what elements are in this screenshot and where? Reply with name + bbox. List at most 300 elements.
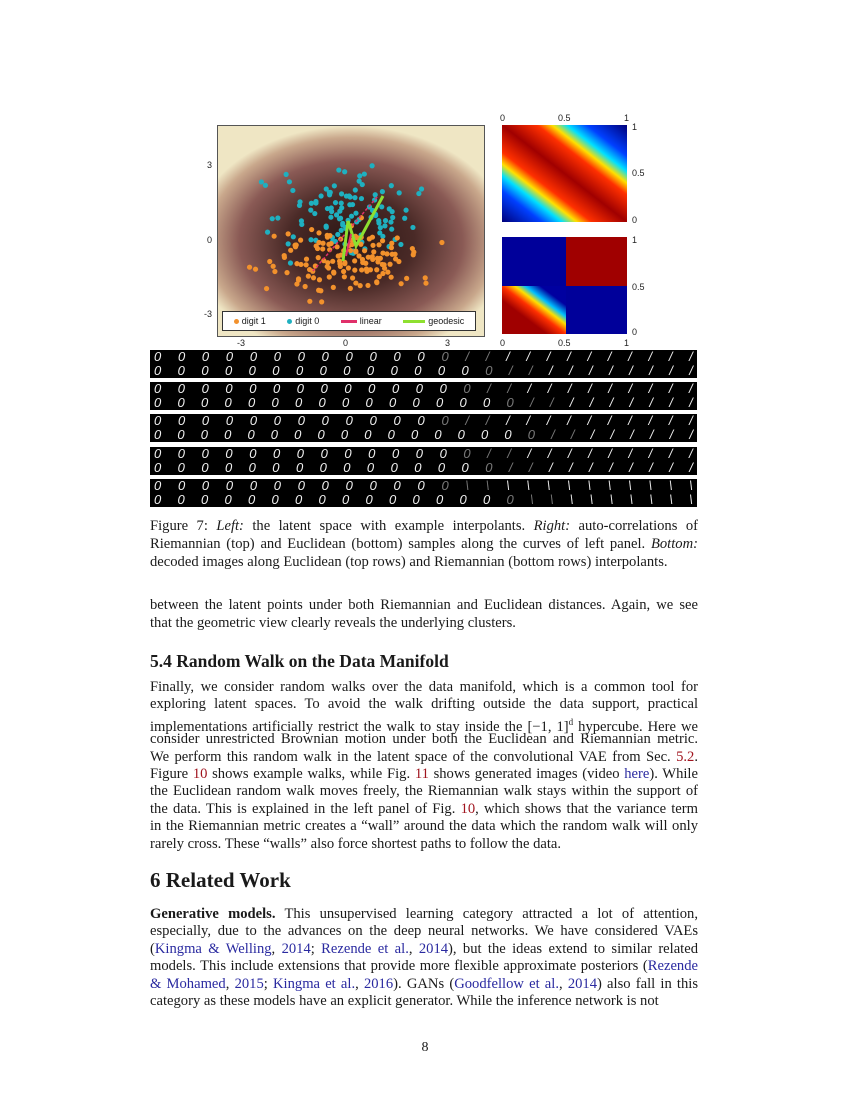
decoded-digit: /: [549, 395, 554, 410]
digit1-point: [247, 265, 252, 270]
decoded-digit: 0: [296, 382, 305, 396]
decoded-digit: /: [530, 395, 534, 410]
decoded-digit: \: [485, 479, 490, 493]
text: the latent space with example interpolants.: [243, 518, 534, 534]
decoded-digit: 0: [318, 395, 326, 410]
digit0-point: [342, 169, 347, 174]
decoded-digit: 0: [225, 382, 233, 396]
digit0-point: [339, 228, 344, 233]
citation-link[interactable]: 2016: [363, 975, 394, 992]
decoded-digit: /: [630, 427, 634, 442]
digit1-point: [316, 288, 321, 293]
digit1-point: [292, 243, 297, 248]
decoded-digit: 0: [249, 414, 258, 428]
digit0-point: [397, 190, 402, 195]
decoded-digit: \: [530, 492, 534, 507]
decoded-digit: \: [689, 479, 693, 493]
decoded-digit: 0: [344, 447, 352, 461]
decoded-digit: 0: [294, 427, 302, 442]
decoded-digit: 0: [364, 427, 372, 442]
text: in the Riemannian metric creates a “wall” around the data which the random walk will only: [150, 818, 698, 835]
digit0-point: [312, 211, 317, 216]
digit0-point: [339, 191, 344, 196]
digit1-point: [368, 267, 373, 272]
decoded-digit: 0: [483, 492, 491, 507]
text-line: [150, 679, 698, 696]
digit1-point: [316, 230, 321, 235]
decoded-digit: 0: [437, 460, 446, 475]
text-line: [150, 783, 698, 800]
line-icon: [341, 320, 357, 323]
cross-reference-link[interactable]: 10: [192, 766, 208, 782]
decoded-digit: 0: [321, 350, 329, 364]
decoded-digit: 0: [342, 395, 350, 410]
text: implementations artificially restrict the walk to stay inside the [−1, 1]: [150, 718, 569, 735]
digit1-point: [348, 248, 353, 253]
digit1-point: [423, 281, 428, 286]
digit1-point: [298, 262, 303, 267]
right-tick: 1: [632, 235, 638, 245]
decoded-digit: 0: [481, 427, 489, 442]
decoded-digit: /: [526, 414, 531, 428]
top-tick: 1: [624, 113, 630, 123]
text: Bottom:: [650, 536, 698, 552]
decoded-digit: 0: [319, 460, 327, 475]
right-tick: 0.5: [632, 168, 645, 178]
text: (: [150, 940, 155, 957]
decoded-digit: 0: [369, 350, 377, 364]
decoded-digit: \: [668, 479, 673, 493]
digit0-point: [349, 214, 354, 219]
y-tick: 3: [207, 160, 213, 170]
decoded-digit: \: [567, 479, 571, 493]
digit1-point: [356, 253, 361, 258]
text: Right:: [533, 518, 571, 534]
digit1-point: [352, 258, 357, 263]
decoded-digit: 0: [273, 350, 281, 364]
decoded-digit: 0: [295, 363, 304, 378]
decoded-digit: 0: [410, 427, 419, 442]
decoded-digit: 0: [224, 427, 232, 442]
digit0-point: [318, 193, 323, 198]
decoded-digit: 0: [527, 427, 535, 442]
decoded-digit: /: [528, 460, 533, 475]
digit0-point: [299, 218, 304, 223]
decoded-digit: \: [607, 479, 612, 493]
digit1-point: [374, 267, 379, 272]
decoded-digit: /: [506, 350, 510, 364]
citation-link[interactable]: Rezende: [647, 958, 698, 975]
decoded-digit: /: [669, 363, 673, 378]
text-line: [150, 818, 698, 835]
decoded-digit: /: [689, 447, 693, 461]
decoded-digit: 0: [201, 382, 209, 396]
decoded-digit: 0: [436, 492, 444, 507]
decoded-digit: 0: [273, 479, 281, 493]
decoded-digit: \: [629, 492, 634, 507]
decoded-digit: 0: [177, 414, 186, 428]
digit1-point: [359, 267, 364, 272]
decoded-digit: 0: [441, 414, 449, 428]
decoded-digit: 0: [177, 350, 186, 364]
decoded-digit: 0: [417, 350, 425, 364]
citation-link[interactable]: 2015: [234, 975, 264, 992]
decoded-digit: 0: [368, 382, 376, 396]
decoded-digit: /: [629, 460, 633, 475]
dot-icon: [287, 319, 292, 324]
decoded-digit: /: [629, 395, 634, 410]
decoded-digit: /: [628, 382, 633, 396]
decoded-digit: /: [628, 414, 632, 428]
decoded-digit: \: [569, 492, 574, 507]
digit0-point: [287, 179, 292, 184]
decoded-digit: 0: [154, 460, 162, 475]
text-line: [150, 597, 698, 614]
decoded-digit: 0: [295, 460, 304, 475]
text: auto-correlations of: [570, 518, 698, 534]
decoded-digit: 0: [340, 427, 349, 442]
decoded-digit: 0: [483, 395, 491, 410]
decoded-digit: 0: [345, 479, 353, 493]
decoded-digit: /: [589, 460, 593, 475]
text-line: [150, 958, 698, 975]
decoded-digit: 0: [201, 460, 209, 475]
decoded-digit: /: [608, 382, 612, 396]
digit1-point: [399, 281, 404, 286]
decoded-digit: \: [648, 479, 653, 493]
decoded-digit: /: [507, 382, 511, 396]
decoded-digit: /: [568, 363, 573, 378]
digit0-point: [382, 223, 387, 228]
decoded-digit: /: [569, 395, 574, 410]
decoded-digit: /: [551, 427, 555, 442]
decoded-digit: 0: [177, 492, 185, 507]
top-tick: 0.5: [558, 113, 571, 123]
decoded-digit: 0: [437, 363, 446, 378]
decoded-digit: 0: [391, 382, 400, 396]
text-line: [150, 923, 698, 940]
decoded-digit: 0: [459, 395, 467, 410]
decoded-digit: 0: [177, 395, 185, 410]
text: Riemannian (top) and Euclidean (bottom) samples along the curves of left panel.: [150, 536, 651, 552]
digit1-point: [253, 267, 258, 272]
right-tick: 1: [632, 122, 638, 132]
text-line: [150, 766, 698, 783]
decoded-digit: /: [588, 447, 592, 461]
digit0-point: [376, 218, 381, 223]
decoded-digit: /: [487, 447, 491, 461]
decoded-strip: [150, 447, 697, 475]
decoded-digit: /: [507, 447, 511, 461]
digit0-point: [328, 190, 333, 195]
digit0-point: [390, 215, 395, 220]
decoded-digit: 0: [201, 395, 209, 410]
decoded-digit: 0: [390, 460, 398, 475]
x-tick: -3: [237, 338, 246, 348]
decoded-digit: /: [485, 414, 490, 428]
decoded-digit: \: [689, 492, 693, 507]
decoded-digit: 0: [393, 350, 401, 364]
decoded-digit: 0: [439, 447, 447, 461]
digit0-point: [291, 234, 296, 239]
digit1-point: [380, 271, 385, 276]
decoded-digit: /: [546, 350, 551, 364]
text: that the geometric view clearly reveals the underlying clusters.: [150, 615, 516, 631]
digit0-point: [350, 202, 355, 207]
digit1-point: [272, 269, 277, 274]
decoded-digit: 0: [201, 350, 210, 364]
text-line: [150, 906, 698, 923]
digit1-point: [303, 284, 308, 289]
decoded-digit: /: [668, 350, 673, 364]
decoded-digit: 0: [297, 414, 305, 428]
decoded-digit: 0: [225, 414, 234, 428]
digit0-point: [383, 218, 388, 223]
y-tick: -3: [204, 309, 213, 319]
digit1-point: [296, 278, 301, 283]
decoded-digit: 0: [390, 363, 398, 378]
digit0-point: [389, 227, 394, 232]
text: ), but the ideas extend to similar related: [448, 940, 699, 957]
decoded-digit: /: [628, 447, 633, 461]
decoded-digit: /: [669, 427, 674, 442]
legend-linear: linear: [341, 316, 382, 326]
decoded-digit: 0: [154, 447, 162, 461]
decoded-digit: 0: [414, 460, 422, 475]
digit0-point: [403, 208, 408, 213]
digit1-point: [389, 275, 394, 280]
citation-link[interactable]: Goodfellow et al.: [454, 975, 559, 992]
decoded-digit: /: [648, 350, 653, 364]
decoded-digit: 0: [225, 447, 233, 461]
text-line: [150, 696, 698, 713]
digit1-point: [284, 270, 289, 275]
text: shows generated images (video: [428, 766, 625, 782]
decoded-digit: \: [546, 479, 551, 493]
citation-link[interactable]: Kingma et al.: [273, 975, 356, 992]
decoded-digit: 0: [296, 447, 305, 461]
decoded-digit: 0: [177, 363, 185, 378]
decoded-digit: 0: [412, 395, 420, 410]
decoded-digit: /: [548, 460, 553, 475]
right-tick: 0.5: [632, 282, 645, 292]
decoded-digit: 0: [224, 395, 232, 410]
digit1-point: [352, 268, 357, 273]
decoded-digit: 0: [272, 382, 281, 396]
digit0-point: [275, 215, 280, 220]
digit0-point: [336, 167, 341, 172]
decoded-digit: 0: [297, 350, 305, 364]
decoded-digit: 0: [224, 363, 233, 378]
text-line: [150, 801, 698, 818]
digit0-point: [328, 215, 333, 220]
citation-link[interactable]: 2014: [281, 940, 311, 957]
digit0-point: [259, 179, 264, 184]
decoded-digit: /: [649, 460, 653, 475]
decoded-digit: 0: [295, 395, 303, 410]
citation-link[interactable]: & Mohamed: [150, 975, 226, 992]
digit1-point: [286, 231, 291, 236]
decoded-digit: 0: [412, 492, 420, 507]
decoded-digit: /: [628, 350, 632, 364]
decoded-digit: 0: [154, 382, 162, 396]
digit0-point: [332, 183, 337, 188]
decoded-digit: /: [587, 414, 592, 428]
decoded-digit: /: [668, 447, 673, 461]
decoded-digit: /: [527, 382, 532, 396]
cross-reference-link[interactable]: 5.2: [676, 748, 695, 765]
citation-link[interactable]: 2014: [567, 975, 598, 992]
decoded-digit: 0: [320, 447, 328, 461]
citation-link[interactable]: 2014: [418, 940, 449, 957]
decoded-digit: 0: [154, 350, 162, 364]
decoded-digit: /: [649, 427, 654, 442]
digit1-point: [311, 275, 316, 280]
bottom-tick: 1: [624, 338, 630, 348]
citation-link[interactable]: here: [624, 766, 650, 782]
digit1-point: [374, 279, 379, 284]
digit0-point: [362, 171, 367, 176]
digit1-point: [331, 270, 336, 275]
decoded-digit: /: [609, 363, 613, 378]
digit0-point: [352, 195, 357, 200]
digit1-point: [365, 283, 370, 288]
plot-legend: [222, 311, 476, 331]
decoded-digit: 0: [345, 350, 353, 364]
text: the Euclidean random walk moves freely, the Riemannian walk stays within the support of: [150, 783, 698, 800]
digit1-point: [272, 234, 277, 239]
decoded-digit: /: [546, 414, 551, 428]
text: This unsupervised learning category attracted a lot of attention,: [275, 906, 698, 922]
digit1-point: [378, 256, 383, 261]
decoded-digit: 0: [320, 382, 328, 396]
text: ,: [271, 940, 282, 957]
cross-reference-link[interactable]: 10: [460, 800, 476, 817]
right-tick: 0: [632, 327, 638, 337]
decoded-digit: 0: [177, 447, 186, 461]
decoded-digit: 0: [344, 382, 352, 396]
digit0-point: [270, 216, 275, 221]
decoded-digit: 0: [369, 479, 377, 493]
digit0-point: [419, 186, 424, 191]
digit0-point: [388, 219, 393, 224]
decoded-digit: /: [669, 460, 673, 475]
decoded-digit: 0: [154, 427, 162, 442]
digit1-point: [298, 238, 303, 243]
digit0-point: [324, 224, 329, 229]
decoded-digit: /: [607, 350, 612, 364]
text: ;: [263, 975, 273, 992]
digit1-point: [342, 261, 347, 266]
decoded-digit: /: [547, 382, 552, 396]
decoded-strip: [150, 382, 697, 410]
digit1-point: [325, 264, 330, 269]
digit1-point: [306, 274, 311, 279]
digit1-point: [282, 253, 287, 258]
decoded-digit: \: [549, 492, 554, 507]
digit0-point: [378, 225, 383, 230]
digit0-point: [379, 204, 384, 209]
decoded-digit: 0: [343, 363, 351, 378]
text-line: [150, 615, 698, 632]
text: exploring latent spaces. To avoid the walk drifting outside the data support, practical: [150, 696, 698, 713]
digit1-point: [353, 280, 358, 285]
text-line: [150, 993, 698, 1010]
digit0-point: [380, 189, 385, 194]
digit1-point: [348, 286, 353, 291]
decoded-digit: 0: [457, 427, 465, 442]
text-line: [150, 554, 698, 571]
decoded-digit: \: [609, 492, 614, 507]
digit1-point: [337, 259, 342, 264]
decoded-digit: \: [506, 479, 510, 493]
decoded-digit: 0: [318, 492, 326, 507]
decoded-digit: /: [609, 395, 614, 410]
decoded-digit: \: [589, 492, 594, 507]
digit0-point: [416, 191, 421, 196]
citation-link[interactable]: Rezende et al.: [321, 940, 409, 957]
digit0-point: [308, 208, 313, 213]
digit1-point: [366, 255, 371, 260]
decoded-digit: 0: [317, 427, 325, 442]
legend-digit1: digit 1: [234, 316, 266, 326]
text: Figure 7:: [150, 518, 217, 534]
decoded-digit: /: [689, 427, 693, 442]
digit0-point: [357, 173, 362, 178]
digit1-point: [320, 246, 325, 251]
digit1-point: [387, 262, 392, 267]
decoded-digit: 0: [225, 350, 234, 364]
decoded-digit: 0: [272, 460, 280, 475]
decoded-digit: 0: [272, 447, 281, 461]
decoded-digit: \: [649, 492, 653, 507]
digit1-point: [326, 242, 331, 247]
text: Left:: [216, 518, 244, 534]
decoded-digit: \: [587, 479, 592, 493]
decoded-digit: /: [649, 395, 653, 410]
decoded-digit: 0: [342, 492, 350, 507]
decoded-digit: 0: [368, 447, 376, 461]
decoded-digit: /: [607, 414, 612, 428]
digit1-point: [267, 259, 272, 264]
decoded-digit: 0: [321, 414, 329, 428]
decoded-strip: [150, 479, 697, 507]
cross-reference-link[interactable]: 11: [414, 766, 429, 782]
legend-digit0: digit 0: [287, 316, 319, 326]
digit1-point: [423, 275, 428, 280]
digit0-point: [390, 209, 395, 214]
digit1-point: [384, 251, 389, 256]
text: decoded images along Euclidean (top rows) and Riemannian (bottom rows) interpolants.: [150, 554, 668, 570]
decoded-digit: /: [648, 414, 653, 428]
decoded-digit: 0: [461, 363, 469, 378]
digit1-point: [410, 246, 415, 251]
top-tick: 0: [500, 113, 506, 123]
decoded-digit: /: [610, 427, 614, 442]
decoded-digit: 0: [463, 447, 471, 461]
decoded-digit: /: [589, 395, 594, 410]
digit1-point: [380, 238, 385, 243]
text-line: [150, 518, 698, 535]
digit1-point: [371, 249, 376, 254]
text: d: [568, 716, 574, 727]
decoded-digit: /: [590, 427, 595, 442]
citation-link[interactable]: Kingma & Welling: [154, 940, 272, 957]
decoded-digit: /: [567, 350, 571, 364]
decoded-digit: 0: [249, 350, 258, 364]
decoded-digit: 0: [439, 382, 447, 396]
decoded-digit: 0: [365, 492, 373, 507]
